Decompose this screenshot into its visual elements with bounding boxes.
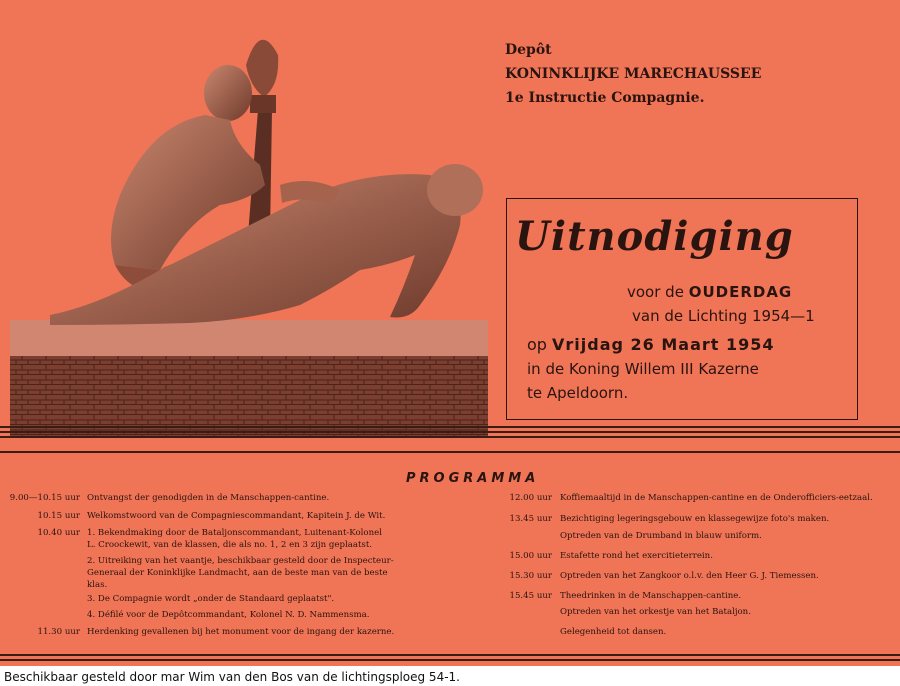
divider-rule bbox=[0, 451, 900, 453]
program-item: 1. Bekendmaking door de Bataljonscommandant, Luitenant-Kolonel bbox=[87, 528, 382, 538]
invitation-line-kazerne: in de Koning Willem III Kazerne bbox=[527, 360, 759, 378]
program-time: 15.00 uur bbox=[509, 551, 552, 561]
program-item: 2. Uitreiking van het vaantje, beschikbaar gesteld door de Inspecteur- bbox=[87, 556, 394, 566]
program-item: Welkomstwoord van de Compagniescommandant, Kapitein J. de Wit. bbox=[87, 511, 386, 521]
program-time: 10.15 uur bbox=[37, 511, 80, 521]
invitation-line-date: op Vrijdag 26 Maart 1954 bbox=[527, 335, 775, 354]
program-time: 9.00—10.15 uur bbox=[9, 493, 80, 503]
invitation-box bbox=[506, 198, 858, 420]
programma-title: PROGRAMMA bbox=[406, 471, 540, 486]
program-item: Optreden van de Drumband in blauw uniform. bbox=[560, 531, 762, 541]
header-block bbox=[505, 38, 761, 110]
program-item: 4. Défilé voor de Depôtcommandant, Kolonel N. D. Nammensma. bbox=[87, 610, 370, 620]
photo-caption: Beschikbaar gesteld door mar Wim van den Bos van de lichtingsploeg 54-1. bbox=[4, 670, 460, 684]
invitation-line-ouderdag: voor de OUDERDAG bbox=[627, 283, 793, 301]
program-item: Bezichtiging legeringsgebouw en klassegewijze foto's maken. bbox=[560, 514, 830, 524]
program-time: 15.30 uur bbox=[509, 571, 552, 581]
program-item: Ontvangst der genodigden in de Manschappen-cantine. bbox=[87, 493, 330, 503]
header-line-depot: Depôt bbox=[505, 42, 552, 58]
program-item: Optreden van het orkestje van het Bataljon. bbox=[560, 607, 751, 617]
program-time: 15.45 uur bbox=[509, 591, 552, 601]
program-item: Theedrinken in de Manschappen-cantine. bbox=[560, 591, 742, 601]
invitation-title: Uitnodiging bbox=[515, 213, 794, 260]
program-item: Generaal der Koninklijke Landmacht, aan de beste man van de beste bbox=[87, 568, 388, 578]
program-item: Herdenking gevallenen bij het monument voor de ingang der kazerne. bbox=[87, 627, 395, 637]
divider-rule bbox=[0, 654, 900, 656]
divider-rule bbox=[0, 426, 900, 428]
statue-base-brick bbox=[10, 356, 488, 436]
statue-photo bbox=[10, 25, 490, 437]
program-time: 11.30 uur bbox=[37, 627, 80, 637]
program-item: Koffiemaaltijd in de Manschappen-cantine en de Onderofficiers-eetzaal. bbox=[560, 493, 873, 503]
header-line-compagnie: 1e Instructie Compagnie. bbox=[505, 90, 705, 106]
invitation-line-lichting: van de Lichting 1954—1 bbox=[632, 307, 815, 325]
program-item: klas. bbox=[87, 580, 108, 590]
program-time: 12.00 uur bbox=[509, 493, 552, 503]
header-line-marechaussee: KONINKLIJKE MARECHAUSSEE bbox=[505, 66, 762, 82]
program-time: 10.40 uur bbox=[37, 528, 80, 538]
divider-rule bbox=[0, 431, 900, 433]
invitation-line-apeldoorn: te Apeldoorn. bbox=[527, 384, 629, 402]
divider-rule bbox=[0, 436, 900, 438]
program-item: Gelegenheid tot dansen. bbox=[560, 627, 667, 637]
statue-base-top bbox=[10, 320, 488, 356]
program-item: 3. De Compagnie wordt „onder de Standaard geplaatst". bbox=[87, 594, 335, 604]
program-item: L. Croockewit, van de klassen, die als no. 1, 2 en 3 zijn geplaatst. bbox=[87, 540, 372, 550]
divider-rule bbox=[0, 659, 900, 661]
program-time: 13.45 uur bbox=[509, 514, 552, 524]
program-item: Optreden van het Zangkoor o.l.v. den Heer G. J. Tiemessen. bbox=[560, 571, 819, 581]
program-item: Estafette rond het exercitieterrein. bbox=[560, 551, 713, 561]
